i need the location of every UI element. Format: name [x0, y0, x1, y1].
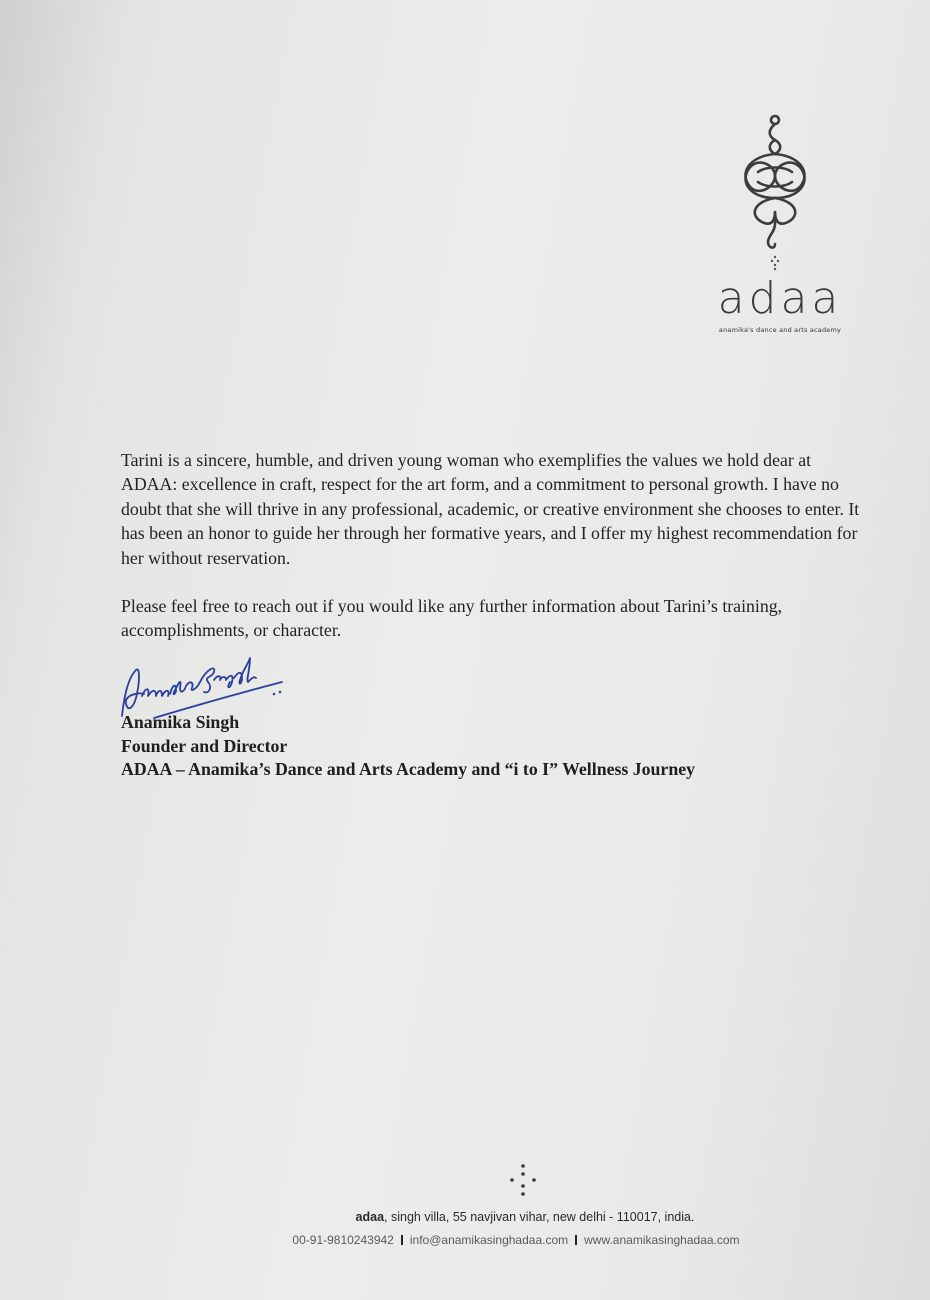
footer-phone: 00-91-9810243942 [292, 1233, 394, 1247]
body-paragraph-2: Please feel free to reach out if you would like any further information about Tarini’s training, accomplishments, or character. [121, 596, 783, 641]
signer-title: Founder and Director [121, 735, 288, 756]
separator-icon [575, 1235, 577, 1245]
logo-wordmark: adaa [717, 273, 843, 324]
letter-body [121, 448, 866, 643]
adaa-knot-logo-icon [732, 112, 818, 272]
footer-email[interactable]: info@anamikasinghadaa.com [409, 1233, 569, 1247]
logo-tagline: anamika's dance and arts academy [718, 326, 842, 334]
separator-icon [401, 1235, 403, 1245]
footer-brand: adaa [355, 1210, 385, 1224]
footer-contact [0, 1233, 930, 1247]
signoff-block [121, 711, 821, 782]
footer-website[interactable]: www.anamikasinghadaa.com [584, 1233, 740, 1247]
letterhead-logo [700, 112, 860, 342]
signer-organization: ADAA – Anamika’s Dance and Arts Academy and “i to I” Wellness Journey [121, 759, 695, 779]
footer-address [0, 1210, 930, 1224]
footer-address-text: , singh villa, 55 navjivan vihar, new delhi - 110017, india. [384, 1210, 695, 1224]
body-paragraph-1: Tarini is a sincere, humble, and driven young woman who exemplifies the values we hold dear at ADAA: excellence in craft, respect for the art form, and a commitment to personal growth. I have no doubt that she will thrive in any professional, academic, or creative environment she chooses to enter. It has been an honor to guide her through her formative years, and I offer my highest recommendation for her without reservation. [121, 450, 860, 568]
handwritten-signature [114, 642, 289, 722]
signer-name: Anamika Singh [121, 712, 240, 732]
footer-dots-icon [508, 1163, 538, 1197]
